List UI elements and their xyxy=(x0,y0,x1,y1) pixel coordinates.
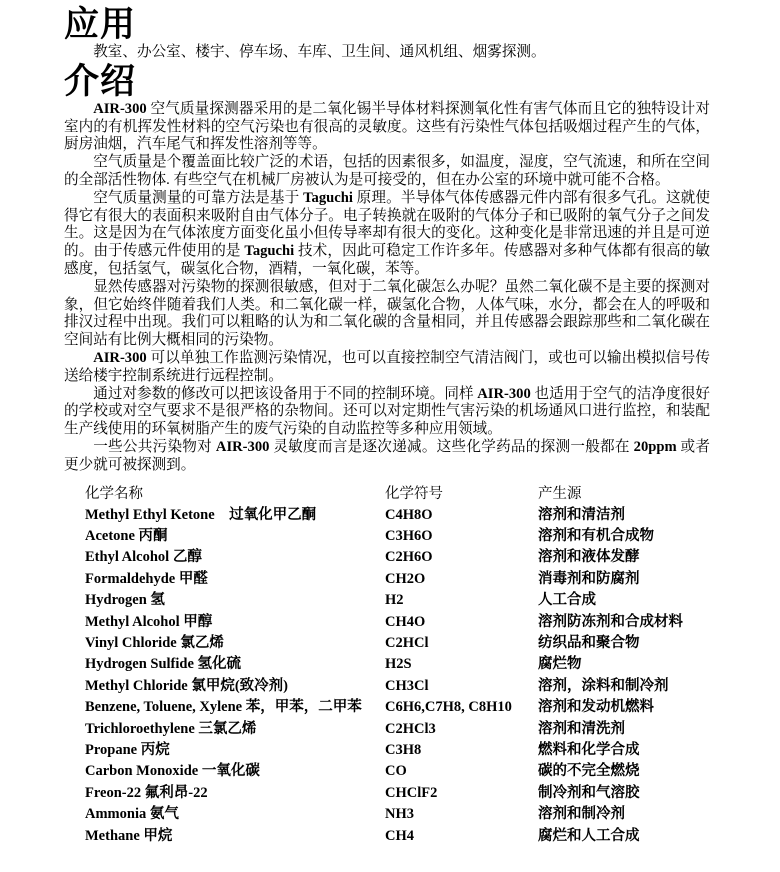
cell-source: 制冷剂和气溶胶 xyxy=(538,784,640,801)
taguchi-term: Taguchi xyxy=(303,189,353,206)
cell-chemical-name: Hydrogen 氢 xyxy=(85,592,165,609)
cell-chemical-symbol: C3H6O xyxy=(385,527,433,544)
cell-source: 腐烂物 xyxy=(538,656,582,673)
paragraph-sensitivity-threshold xyxy=(64,439,710,475)
table-row xyxy=(85,719,721,740)
cell-chemical-name: Propane 丙烷 xyxy=(85,742,170,758)
cell-source: 溶剂和清洗剂 xyxy=(538,720,625,737)
paragraph-co2-detection xyxy=(64,279,710,350)
cell-source: 溶剂防冻剂和合成材料 xyxy=(538,613,683,630)
air300-model-name: AIR-300 xyxy=(215,438,270,455)
paragraph-text: 通过对参数的修改可以把该设备用于不同的控制环境。同样 xyxy=(93,385,478,402)
cell-source: 溶剂和发动机燃料 xyxy=(538,699,654,716)
table-row xyxy=(85,740,721,761)
table-row xyxy=(85,505,721,526)
cell-source: 燃料和化学合成 xyxy=(538,742,640,758)
paragraph-text: 灵敏度而言是逐次递减。这些化学药品的探测一般都在 xyxy=(269,438,634,455)
chemical-table-body xyxy=(85,505,721,848)
cell-chemical-symbol: C2H6O xyxy=(385,549,433,566)
column-header-chemical-symbol: 化学符号 xyxy=(385,485,443,502)
table-header-row xyxy=(85,483,721,505)
chemical-table xyxy=(85,483,721,848)
cell-chemical-name: Carbon Monoxide 一氧化碳 xyxy=(85,763,260,780)
cell-chemical-symbol: CH4 xyxy=(385,827,414,844)
paragraph-text: 可以单独工作监测污染情况，也可以直接控制空气清洁阀门，或也可以输出模拟信号传送给楼宇控制系统进行远程控制。 xyxy=(64,349,710,384)
cell-chemical-symbol: H2S xyxy=(385,656,412,673)
cell-chemical-symbol: NH3 xyxy=(385,806,414,823)
cell-chemical-name: Freon-22 氟利昂-22 xyxy=(85,784,208,801)
table-row xyxy=(85,526,721,547)
cell-source: 人工合成 xyxy=(538,592,596,609)
cell-chemical-symbol: C4H8O xyxy=(385,506,433,523)
cell-chemical-symbol: CHClF2 xyxy=(385,784,438,801)
paragraph-text: 空气质量探测器采用的是二氧化锡半导体材料探测氧化性有害气体而且它的独特设计对室内的有机挥发性材料的空气污染也有很高的灵敏度。这些有污染性气体包括吸烟过程产生的气体，厨房油烟，汽车尾气和挥发性溶剂等等。 xyxy=(64,100,710,153)
table-row xyxy=(85,783,721,804)
table-row xyxy=(85,590,721,611)
section-heading-introduction: 介绍 xyxy=(64,61,137,101)
paragraph-text: 技术，因此可稳定工作许多年。传感器对多种气体都有很高的敏感度，包括氢气，碳氢化合物，酒精，一氧化碳，苯等。 xyxy=(64,243,710,277)
air300-model-name: AIR-300 xyxy=(93,100,151,117)
chemical-table-header xyxy=(85,483,721,505)
air300-model-name: AIR-300 xyxy=(93,349,151,366)
cell-source: 溶剂和制冷剂 xyxy=(538,806,625,823)
paragraph-text: 或者更少就可被探测到。 xyxy=(64,438,710,473)
paragraph-air300-overview xyxy=(64,101,710,154)
table-row xyxy=(85,654,721,675)
table-row xyxy=(85,569,721,590)
paragraph-text: 一些公共污染物对 xyxy=(93,438,216,455)
cell-chemical-symbol: C2HCl xyxy=(385,634,429,651)
table-row xyxy=(85,676,721,697)
cell-chemical-name: Methyl Alcohol 甲醇 xyxy=(85,613,213,630)
table-row xyxy=(85,697,721,718)
cell-source: 溶剂，涂料和制冷剂 xyxy=(538,677,669,694)
section-heading-application: 应用 xyxy=(64,5,137,44)
paragraph-text: 显然传感器对污染物的探测很敏感，但对于二氧化碳怎么办呢？虽然二氧化碳不是主要的探测对象，但它始终伴随着我们人类。和二氧化碳一样，碳氢化合物，人体气味，水分，都会在人的呼吸和排汉过程中出现。我们可以粗略的认为和二氧化碳的含量相同，并且传感器会跟踪那些和二氧化碳在空间站有比例大概相同的污染物。 xyxy=(64,278,710,349)
paragraph-parameter-config xyxy=(64,386,710,439)
cell-source: 碳的不完全燃烧 xyxy=(538,763,640,780)
cell-source: 溶剂和清洁剂 xyxy=(538,506,625,523)
cell-chemical-name: Methane 甲烷 xyxy=(85,827,173,844)
cell-chemical-symbol: C2HCl3 xyxy=(385,720,436,737)
cell-source: 腐烂和人工合成 xyxy=(538,827,640,844)
cell-chemical-name: Ammonia 氨气 xyxy=(85,806,179,823)
cell-chemical-name: Methyl Ethyl Ketone 过氧化甲乙酮 xyxy=(85,506,317,523)
column-header-chemical-name: 化学名称 xyxy=(85,485,143,502)
paragraph-text: 空气质量测量的可靠方法是基于 xyxy=(93,189,304,206)
paragraph-taguchi-principle xyxy=(64,190,710,279)
cell-source: 纺织品和聚合物 xyxy=(538,634,640,651)
ppm-threshold-value: 20ppm xyxy=(633,438,677,455)
table-row xyxy=(85,612,721,633)
air300-model-name: AIR-300 xyxy=(477,385,531,402)
taguchi-term: Taguchi xyxy=(244,243,295,260)
cell-chemical-symbol: H2 xyxy=(385,592,404,609)
cell-chemical-name: Benzene, Toluene, Xylene 苯，甲苯，二甲苯 xyxy=(85,699,362,716)
cell-chemical-symbol: CH2O xyxy=(385,570,426,587)
table-row xyxy=(85,633,721,654)
table-row xyxy=(85,826,721,847)
table-row xyxy=(85,804,721,825)
cell-chemical-name: Methyl Chloride 氯甲烷(致冷剂) xyxy=(85,677,288,694)
cell-source: 溶剂和有机合成物 xyxy=(538,527,654,544)
column-header-source: 产生源 xyxy=(538,485,582,502)
cell-chemical-name: Acetone 丙酮 xyxy=(85,527,168,544)
paragraph-control-modes xyxy=(64,350,710,386)
cell-chemical-name: Formaldehyde 甲醛 xyxy=(85,570,208,587)
cell-source: 溶剂和液体发酵 xyxy=(538,549,640,566)
cell-chemical-symbol: CO xyxy=(385,763,407,780)
application-scenarios-text: 教室、办公室、楼宇、停车场、车库、卫生间、通风机组、烟雾探测。 xyxy=(93,44,546,60)
table-row xyxy=(85,547,721,568)
cell-chemical-name: Trichloroethylene 三氯乙烯 xyxy=(85,720,257,737)
paragraph-text: 空气质量是个覆盖面比较广泛的术语，包括的因素很多，如温度，湿度，空气流速，和所在空间的全部活性物体. 有些空气在机械厂房被认为是可接受的，但在办公室的环境中就可能不合格。 xyxy=(64,154,710,188)
cell-chemical-name: Ethyl Alcohol 乙醇 xyxy=(85,549,202,566)
cell-chemical-name: Hydrogen Sulfide 氢化硫 xyxy=(85,656,242,673)
table-row xyxy=(85,761,721,782)
cell-chemical-symbol: C3H8 xyxy=(385,742,422,758)
paragraph-air-quality-term xyxy=(64,154,710,190)
cell-chemical-name: Vinyl Chloride 氯乙烯 xyxy=(85,634,224,651)
cell-source: 消毒剂和防腐剂 xyxy=(538,570,640,587)
cell-chemical-symbol: CH4O xyxy=(385,613,426,630)
paragraph-text: 也适用于空气的洁净度很好的学校或对空气要求不是很严格的杂物间。还可以对定期性气害污染的机场通风口进行监控，和装配生产线使用的环氧树脂产生的废气污染的自动监控等多种应用领域。 xyxy=(64,385,710,438)
cell-chemical-symbol: CH3Cl xyxy=(385,677,429,694)
cell-chemical-symbol: C6H6,C7H8, C8H10 xyxy=(385,699,512,716)
paragraph-text: 原理。半导体气体传感器元件内部有很多气孔。这就使得它有很大的表面积来吸附自由气体分子。电子转换就在吸附的气体分子和已吸附的氧气分子之间发生。这是因为在气体浓度方面变化虽小但传导率却有很大的变化。这种变化是非常迅速的并且是可逆的。由于传感元件使用的是 xyxy=(64,189,710,260)
